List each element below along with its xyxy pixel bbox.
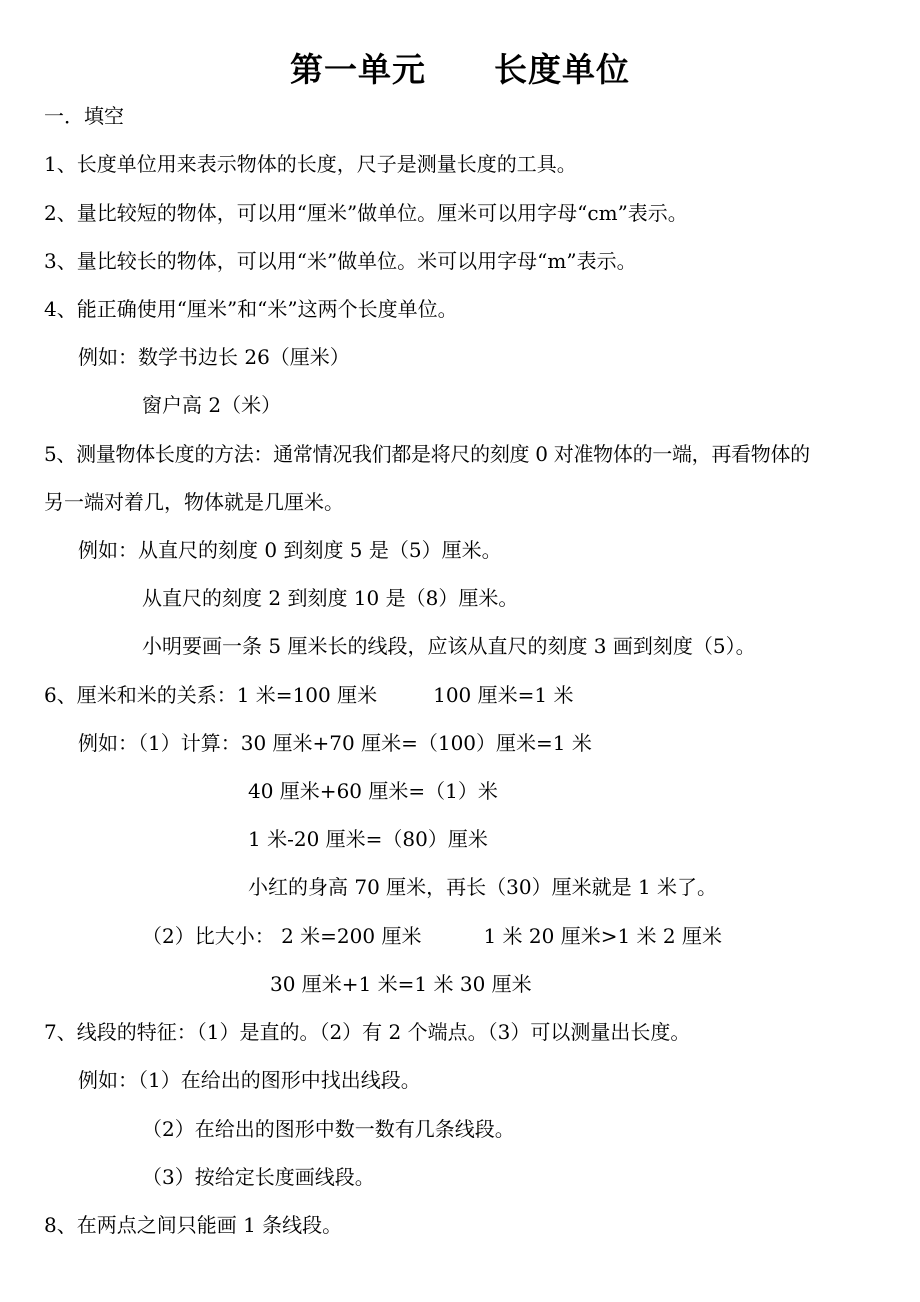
item-5-line-1: 5、测量物体长度的方法：通常情况我们都是将尺的刻度 0 对准物体的一端，再看物体的 xyxy=(44,442,810,466)
item-5-example-2: 从直尺的刻度 2 到刻度 10 是（8）厘米。 xyxy=(142,586,519,610)
item-3: 3、量比较长的物体，可以用“米”做单位。米可以用字母“m”表示。 xyxy=(44,249,637,273)
item-5-example-3: 小明要画一条 5 厘米长的线段，应该从直尺的刻度 3 画到刻度（5）。 xyxy=(142,634,756,658)
item-2: 2、量比较短的物体，可以用“厘米”做单位。厘米可以用字母“cm”表示。 xyxy=(44,201,688,225)
item-6-compare-c: 30 厘米+1 米=1 米 30 厘米 xyxy=(270,972,532,996)
item-6-example-1: 例如：（1）计算：30 厘米+70 厘米=（100）厘米=1 米 xyxy=(78,731,592,755)
item-6-example-3: 1 米-20 厘米=（80）厘米 xyxy=(248,827,488,851)
item-8: 8、在两点之间只能画 1 条线段。 xyxy=(44,1213,343,1237)
item-6-compare-b: 1 米 20 厘米>1 米 2 厘米 xyxy=(483,924,722,948)
item-4: 4、能正确使用“厘米”和“米”这两个长度单位。 xyxy=(44,297,458,321)
item-5-example-1: 例如：从直尺的刻度 0 到刻度 5 是（5）厘米。 xyxy=(78,538,502,562)
item-6-compare xyxy=(142,921,722,951)
item-6-compare-a: （2）比大小： 2 米=200 厘米 xyxy=(142,924,422,948)
item-5-line-2: 另一端对着几，物体就是几厘米。 xyxy=(44,490,344,514)
item-6 xyxy=(44,680,573,710)
title-unit: 第一单元 xyxy=(290,50,426,89)
item-6-example-4: 小红的身高 70 厘米，再长（30）厘米就是 1 米了。 xyxy=(248,875,718,899)
page-title xyxy=(0,44,920,91)
item-7-example-1: 例如：（1）在给出的图形中找出线段。 xyxy=(78,1068,421,1092)
title-topic: 长度单位 xyxy=(494,50,630,89)
item-6-example-2: 40 厘米+60 厘米=（1）米 xyxy=(248,779,498,803)
item-4-example-1: 例如：数学书边长 26（厘米） xyxy=(78,345,350,369)
item-7: 7、线段的特征：（1）是直的。（2）有 2 个端点。（3）可以测量出长度。 xyxy=(44,1020,691,1044)
item-7-example-2: （2）在给出的图形中数一数有几条线段。 xyxy=(142,1117,515,1141)
item-7-example-3: （3）按给定长度画线段。 xyxy=(142,1165,375,1189)
section-heading: 一．填空 xyxy=(44,104,124,128)
item-6-relation-b: 100 厘米=1 米 xyxy=(433,683,574,707)
item-6-relation-a: 6、厘米和米的关系：1 米=100 厘米 xyxy=(44,683,378,707)
item-1: 1、长度单位用来表示物体的长度，尺子是测量长度的工具。 xyxy=(44,152,577,176)
item-4-example-2: 窗户高 2（米） xyxy=(142,393,282,417)
